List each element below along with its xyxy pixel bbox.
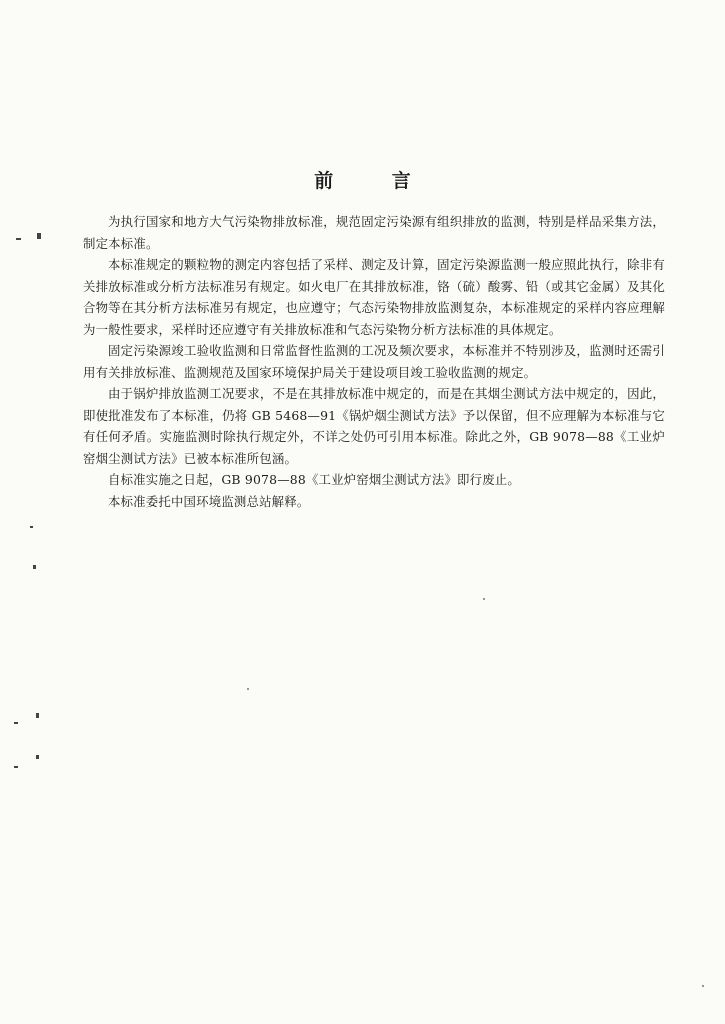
page-title: 前 言 [314,170,437,192]
scan-speck [702,985,704,987]
scan-mark [33,565,36,569]
scan-mark [36,713,39,718]
scan-mark [37,233,41,239]
paragraph-3: 固定污染源竣工验收监测和日常监督性监测的工况及频次要求，本标准并不特别涉及，监测时还需引用有关排放标准、监测规范及国家环境保护局关于建设项目竣工验收监测的规定。 [83,343,665,380]
paragraph-1: 为执行国家和地方大气污染物排放标准，规范固定污染源有组织排放的监测，特别是样品采集方法，制定本标准。 [83,214,665,251]
preface-body [83,211,665,512]
scan-speck [483,598,485,600]
scan-mark [36,755,39,759]
scan-mark [16,238,21,240]
scan-mark [14,766,18,768]
scan-mark [14,722,18,724]
paragraph-5: 自标准实施之日起，GB 9078—88《工业炉窑烟尘测试方法》即行废止。 [108,472,520,487]
paragraph-6: 本标准委托中国环境监测总站解释。 [108,493,310,509]
paragraph-2: 本标准规定的颗粒物的测定内容包括了采样、测定及计算，固定污染源监测一般应照此执行，除非有关排放标准或分析方法标准另有规定。如火电厂在其排放标准，铬（硫）酸雾、铅（或其它金属）及其化合物等在其分析方法标准另有规定，也应遵守；气态污染物排放监测复杂，本标准规定的采样内容应理解为一般性要求，采样时还应遵守有关排放标准和气态污染物分析方法标准的具体规定。 [83,257,665,337]
scan-speck [247,688,249,690]
scan-mark [30,526,33,528]
paragraph-4: 由于锅炉排放监测工况要求，不是在其排放标准中规定的，而是在其烟尘测试方法中规定的，因此，即使批准发布了本标准，仍将 GB 5468—91《锅炉烟尘测试方法》予以保留，但不应理解为本标准与它有任何矛盾。实施监测时除执行规定外，不详之处仍可引用本标准。除此之外，GB 9078—88《工业炉窑烟尘测试方法》已被本标准所包涵。 [83,386,665,466]
